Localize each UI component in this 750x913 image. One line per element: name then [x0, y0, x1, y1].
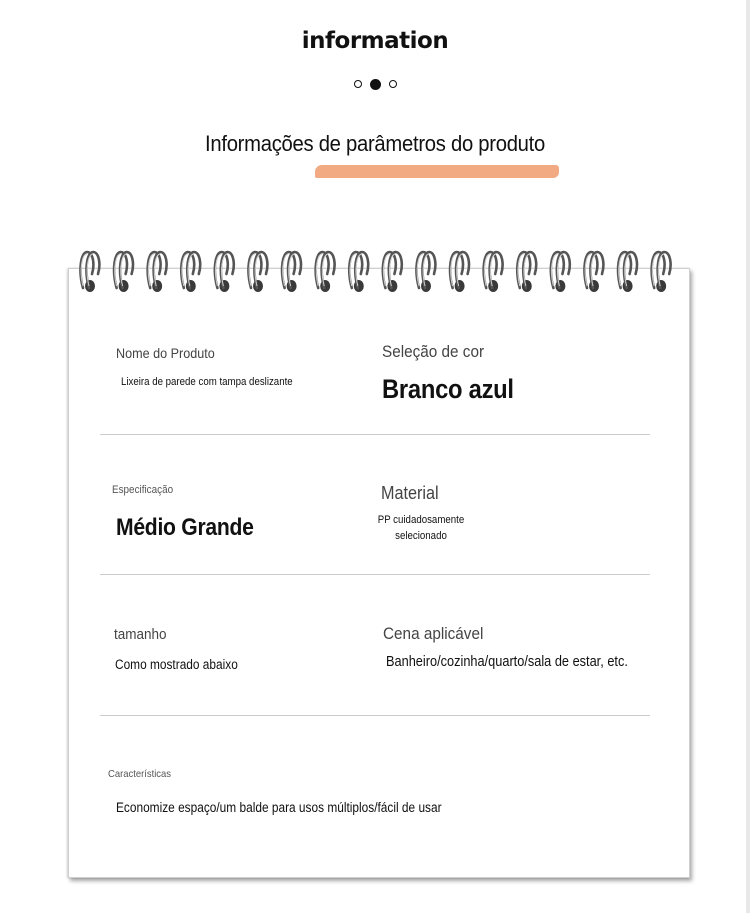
size-label: tamanho: [114, 626, 167, 643]
scene-value: Banheiro/cozinha/quarto/sala de estar, etc.: [386, 654, 628, 670]
binding-ring: [517, 252, 536, 292]
size-field: [114, 626, 255, 672]
divider-2: [100, 574, 650, 575]
binding-ring: [80, 252, 99, 292]
scene-field: [383, 624, 661, 670]
divider-1: [100, 434, 650, 435]
material-value: PP cuidadosamente selecionado: [377, 514, 465, 542]
binding-ring: [181, 252, 200, 292]
color-value: Branco azul: [382, 374, 514, 404]
binding-ring: [248, 252, 267, 292]
material-label: Material: [381, 483, 439, 503]
binding-ring: [652, 252, 671, 292]
spiral-binding: [78, 250, 678, 296]
binding-ring: [450, 252, 469, 292]
specification-value: Médio Grande: [116, 514, 254, 541]
specification-label: Especificação: [112, 484, 174, 496]
features-label: Características: [108, 768, 172, 780]
product-name-field: [116, 345, 316, 388]
scene-label: Cena aplicável: [383, 624, 484, 643]
binding-ring: [282, 252, 301, 292]
product-name-label: Nome do Produto: [116, 345, 215, 361]
pager-dot-1[interactable]: [354, 80, 362, 88]
heading-accent-bar: [315, 165, 559, 178]
color-label: Seleção de cor: [382, 342, 485, 361]
binding-ring: [618, 252, 637, 292]
size-value: Como mostrado abaixo: [115, 657, 238, 672]
section-heading: Informações de parâmetros do produto: [205, 131, 545, 156]
features-field: [108, 768, 486, 815]
page-edge: [746, 0, 750, 913]
binding-ring: [484, 252, 503, 292]
binding-ring: [316, 252, 335, 292]
binding-ring: [215, 252, 234, 292]
divider-3: [100, 715, 650, 716]
binding-ring: [148, 252, 167, 292]
product-name-value: Lixeira de parede com tampa deslizante: [121, 376, 293, 388]
binding-ring: [383, 252, 402, 292]
features-value: Economize espaço/um balde para usos múltiplos/fácil de usar: [116, 800, 442, 815]
binding-ring: [584, 252, 603, 292]
binding-ring: [114, 252, 133, 292]
binding-ring: [551, 252, 570, 292]
page-title: information: [301, 28, 449, 54]
specification-field: [112, 484, 272, 542]
pager-dot-3[interactable]: [389, 80, 397, 88]
binding-ring: [349, 252, 368, 292]
pager-dots: [0, 80, 750, 90]
pager-dot-2-active[interactable]: [370, 79, 381, 90]
material-field: [377, 483, 477, 544]
binding-ring: [416, 252, 435, 292]
color-field: [382, 342, 532, 405]
